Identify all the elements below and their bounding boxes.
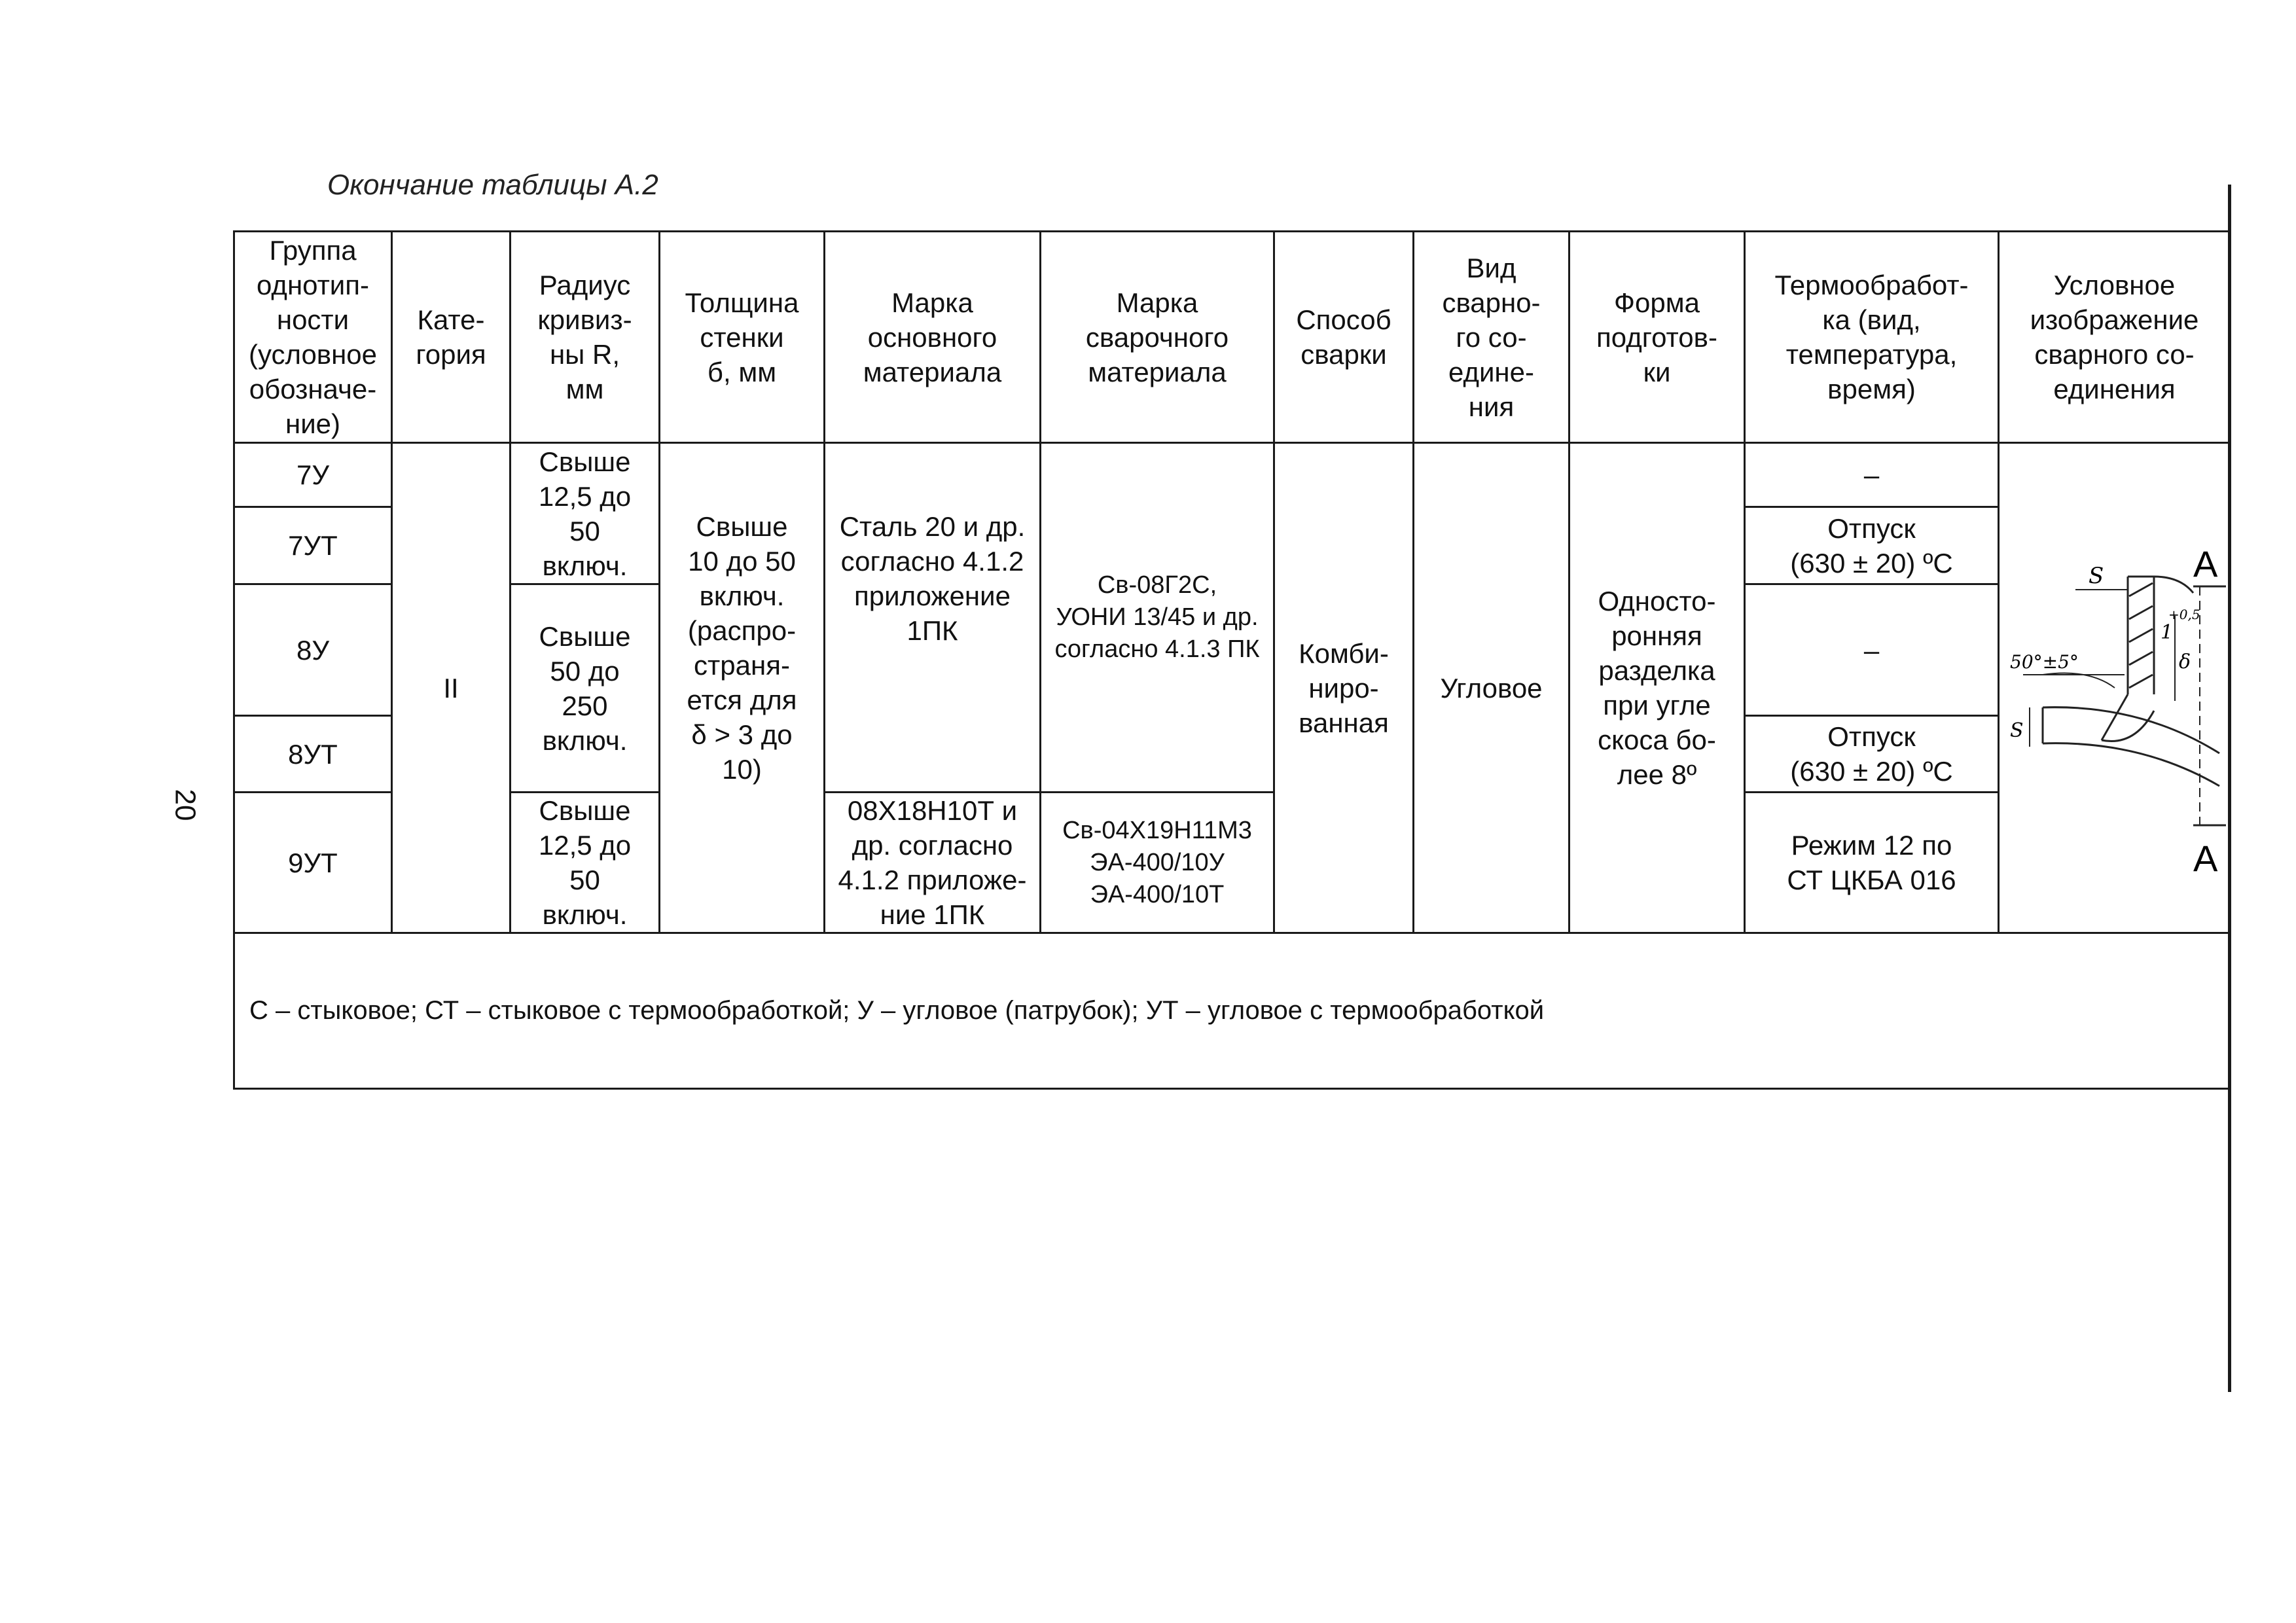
sketch-label-a-bottom: А <box>2193 838 2218 879</box>
radius-cell: Свыше 12,5 до 50 включ. <box>511 793 660 933</box>
header-preparation: Форма подготов- ки <box>1570 232 1745 443</box>
thickness-cell: Свыше 10 до 50 включ. (распро- страня- ется для δ > 3 до 10) <box>660 443 825 933</box>
welding-method-cell: Комби- ниро- ванная <box>1274 443 1414 933</box>
category-cell: II <box>392 443 511 933</box>
heat-treatment-cell: Режим 12 по СТ ЦКБА 016 <box>1745 793 1999 933</box>
heat-treatment-cell: – <box>1745 584 1999 716</box>
weld-material-cell: Св-08Г2С, УОНИ 13/45 и др. согласно 4.1.3 ПК <box>1041 443 1274 793</box>
group-cell: 7У <box>234 443 392 507</box>
group-cell: 8У <box>234 584 392 716</box>
header-joint-type: Вид сварно- го со- едине- ния <box>1414 232 1570 443</box>
joint-sketch-cell <box>1999 443 2231 933</box>
header-group: Группа однотип- ности (условное обозначе- ние) <box>234 232 392 443</box>
base-material-cell: 08Х18Н10Т и др. согласно 4.1.2 приложе- ние 1ПК <box>825 793 1041 933</box>
welding-table <box>233 230 2231 1090</box>
heat-treatment-cell: – <box>1745 443 1999 507</box>
sketch-label-a-top: А <box>2193 543 2218 584</box>
table-row <box>234 443 2231 507</box>
heat-treatment-cell: Отпуск (630 ± 20) ºС <box>1745 716 1999 793</box>
weld-material-cell: Св-04Х19Н11М3 ЭА-400/10У ЭА-400/10Т <box>1041 793 1274 933</box>
header-welding-method: Способ сварки <box>1274 232 1414 443</box>
header-joint-sketch: Условное изображение сварного со- единения <box>1999 232 2231 443</box>
radius-cell: Свыше 12,5 до 50 включ. <box>511 443 660 584</box>
base-material-cell: Сталь 20 и др. согласно 4.1.2 приложение 1ПК <box>825 443 1041 793</box>
header-thickness: Толщина стенки б, мм <box>660 232 825 443</box>
preparation-cell: Односто- ронняя разделка при угле скоса бо- лее 8º <box>1570 443 1745 933</box>
page-number: 20 <box>169 789 202 821</box>
sketch-label-tolerance: +0,5 <box>2168 607 2200 622</box>
table-row <box>234 793 2231 933</box>
table-caption: Окончание таблицы А.2 <box>327 169 658 201</box>
sketch-label-delta: δ <box>2179 651 2191 673</box>
sketch-label-s-top: S <box>2089 563 2104 589</box>
header-category: Кате- гория <box>392 232 511 443</box>
heat-treatment-cell: Отпуск (630 ± 20) ºС <box>1745 507 1999 584</box>
header-weld-material: Марка сварочного материала <box>1041 232 1274 443</box>
sketch-label-s-side: S <box>2010 719 2024 742</box>
joint-type-cell: Угловое <box>1414 443 1570 933</box>
header-base-material: Марка основного материала <box>825 232 1041 443</box>
note-row <box>234 933 2231 1089</box>
weld-joint-drawing <box>2003 478 2231 897</box>
sketch-label-gap: 1 <box>2161 621 2174 644</box>
radius-cell: Свыше 50 до 250 включ. <box>511 584 660 793</box>
header-heat-treatment: Термообработ- ка (вид, температура, время) <box>1745 232 1999 443</box>
sketch-label-angle: 50°±5° <box>2010 651 2079 673</box>
group-cell: 9УТ <box>234 793 392 933</box>
group-cell: 7УТ <box>234 507 392 584</box>
group-cell: 8УТ <box>234 716 392 793</box>
header-row <box>234 232 2231 443</box>
abbreviation-note: С – стыковое; СТ – стыковое с термообработкой; У – угловое (патрубок); УТ – угловое с термообработкой <box>234 933 2231 1089</box>
header-radius: Радиус кривиз- ны R, мм <box>511 232 660 443</box>
